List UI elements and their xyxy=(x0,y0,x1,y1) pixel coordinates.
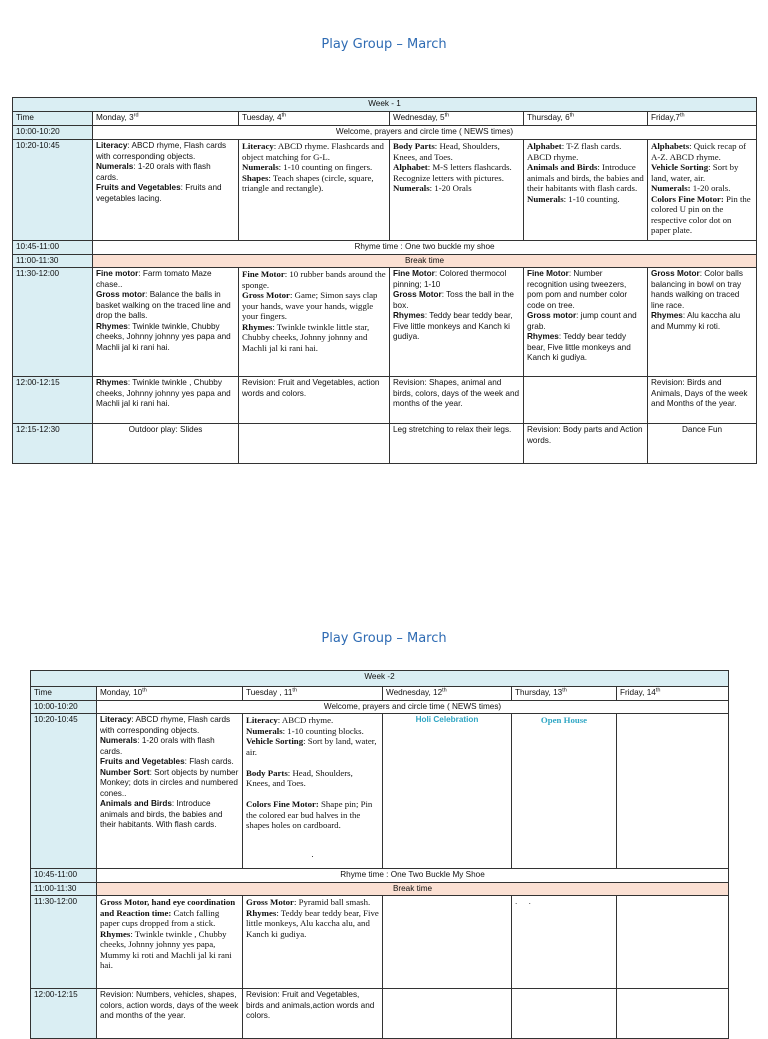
activity-detail: : Teach shapes (circle, square, triangle and rectangle). xyxy=(242,172,374,193)
activity-line xyxy=(246,768,379,789)
stray-dot: . xyxy=(311,848,314,859)
schedule-row xyxy=(13,254,757,268)
schedule-row xyxy=(13,268,757,377)
activity-detail: : ABCD rhyme, Flash cards with corresponding objects. xyxy=(96,141,227,161)
activity-line xyxy=(651,194,753,236)
activity-subject: Fruits and Vegetables xyxy=(96,183,181,192)
week-row xyxy=(13,98,757,112)
activity-detail: : Head, Shoulders, Knees, and Toes. xyxy=(393,141,500,162)
activity-subject: Literacy xyxy=(96,141,128,150)
activity-detail: : Quick recap of A-Z. ABCD rhyme. xyxy=(651,141,747,162)
time-slot: 12:15-12:30 xyxy=(13,424,93,464)
activity-cell xyxy=(243,896,383,989)
activity-line xyxy=(651,269,753,311)
activity-cell xyxy=(524,140,648,241)
activity-line xyxy=(527,162,644,194)
activity-subject: Gross Motor xyxy=(246,897,294,907)
activity-cell xyxy=(239,424,390,464)
activity-cell xyxy=(617,989,729,1039)
activity-detail: : Balance the balls in basket walking on the traced line and drop the balls. xyxy=(96,290,231,320)
activity-cell xyxy=(239,140,390,241)
activity-cell xyxy=(648,268,757,377)
activity-line xyxy=(246,897,379,908)
activity-detail: : Teddy bear teddy bear, Five little monkeys, Alu kaccha alu, and Kanch ki gudiya. xyxy=(246,907,379,939)
activity-cell xyxy=(239,268,390,377)
activity-line xyxy=(96,269,235,290)
activity-cell xyxy=(648,140,757,241)
activity-span: Break time xyxy=(93,254,757,268)
page-title: Play Group – March xyxy=(321,37,447,52)
day-header-monday: Monday, 10th xyxy=(97,687,243,701)
schedule-row xyxy=(31,714,729,869)
activity-subject: Numerals xyxy=(246,725,283,736)
activity-subject: Rhymes xyxy=(96,321,128,331)
activity-line xyxy=(651,141,753,162)
time-header: Time xyxy=(13,112,93,126)
activity-detail: : 1-20 orals with flash cards. xyxy=(100,736,215,756)
week-label: Week - 1 xyxy=(13,98,757,112)
activity-subject: Alphabet xyxy=(527,141,562,151)
schedule-row xyxy=(31,882,729,896)
activity-cell xyxy=(390,268,524,377)
activity-line xyxy=(246,726,379,737)
activity-cell xyxy=(93,140,239,241)
activity-line xyxy=(100,799,239,831)
time-slot: 10:00-10:20 xyxy=(13,126,93,140)
activity-cell xyxy=(617,714,729,869)
activity-subject: Rhymes xyxy=(96,378,128,387)
holi-celebration-label: Holi Celebration xyxy=(415,715,479,724)
activity-subject: Rhymes xyxy=(246,907,277,918)
activity-detail: : T-Z flash cards. ABCD rhyme. xyxy=(527,141,622,162)
activity-span: Welcome, prayers and circle time ( NEWS times) xyxy=(93,126,757,140)
activity-line xyxy=(96,322,235,354)
schedule-row xyxy=(13,424,757,464)
stray-dots: . . xyxy=(515,897,531,906)
activity-cell xyxy=(383,714,512,869)
schedule-row xyxy=(31,989,729,1039)
header-row xyxy=(31,687,729,701)
activity-cell xyxy=(93,268,239,377)
activity-cell: Revision: Fruit and Vegetables, birds and animals,action words and colors. xyxy=(243,989,383,1039)
day-header-tuesday: Tuesday, 4th xyxy=(239,112,390,126)
day-header-thursday: Thursday, 13th xyxy=(512,687,617,701)
activity-subject: Animals and Birds xyxy=(100,799,172,808)
activity-subject: Literacy xyxy=(242,141,274,151)
activity-subject: Body Parts xyxy=(246,767,288,778)
activity-detail: : Teddy bear teddy bear, Five little monkeys and Kanch ki gudiya. xyxy=(393,311,513,341)
schedule-row xyxy=(13,377,757,424)
activity-subject: Body Parts xyxy=(393,141,435,151)
activity-line xyxy=(100,897,239,929)
activity-line xyxy=(100,768,239,800)
activity-line xyxy=(393,269,520,290)
activity-subject: Numerals xyxy=(393,183,430,193)
activity-subject: Rhymes xyxy=(100,928,131,939)
activity-subject: Colors Fine Motor: xyxy=(246,799,319,809)
activity-cell: Outdoor play: Slides xyxy=(93,424,239,464)
activity-line xyxy=(393,290,520,311)
activity-subject: Fine Motor xyxy=(393,269,435,278)
activity-detail: : Pyramid ball smash. xyxy=(293,897,371,907)
activity-cell xyxy=(97,896,243,989)
activity-subject: Gross motor xyxy=(96,290,146,299)
activity-cell xyxy=(383,989,512,1039)
activity-detail: : ABCD rhyme. xyxy=(277,715,334,725)
activity-detail: : 1-10 counting. xyxy=(563,193,620,204)
activity-line xyxy=(651,183,753,194)
time-slot: 10:20-10:45 xyxy=(13,140,93,241)
activity-detail: : Twinkle twinkle , Chubby cheeks, Johnny johnny yes papa and Machli jal ki rani hai. xyxy=(96,378,231,408)
activity-detail: : Introduce animals and birds, the babies and their habitants. With flash cards. xyxy=(100,799,223,829)
activity-line xyxy=(246,715,379,726)
activity-subject: Shapes xyxy=(242,172,269,183)
activity-detail: : Twinkle twinkle little star, Chubby cheeks, Johnny johnny and Machli jal ki rani hai. xyxy=(242,321,370,353)
activity-line xyxy=(100,929,239,971)
activity-detail: : Twinkle twinkle , Chubby cheeks, Johnny johnny yes papa, Mummy ki roti and Machli jal ki rani hai. xyxy=(100,928,232,970)
activity-subject: Rhymes xyxy=(651,311,683,320)
activity-subject: Gross Motor xyxy=(242,290,290,300)
header-row xyxy=(13,112,757,126)
activity-detail: : Alu kaccha alu and Mummy ki roti. xyxy=(651,311,741,331)
activity-span: Rhyme time : One Two Buckle My Shoe xyxy=(97,869,729,883)
activity-subject: Gross motor xyxy=(527,311,577,320)
activity-line xyxy=(393,183,520,194)
activity-detail: : 1-20 orals with flash cards. xyxy=(96,162,211,182)
activity-line xyxy=(242,141,386,162)
activity-cell xyxy=(512,714,617,869)
activity-line xyxy=(651,311,753,332)
page-title: Play Group – March xyxy=(321,631,447,646)
activity-cell: Revision: Body parts and Action words. xyxy=(524,424,648,464)
activity-cell: Revision: Numbers, vehicles, shapes, colors, action words, days of the week and months of the year. xyxy=(97,989,243,1039)
activity-line xyxy=(393,162,520,183)
activity-line xyxy=(527,269,644,311)
activity-line xyxy=(527,141,644,162)
schedule-row xyxy=(13,126,757,140)
activity-line xyxy=(96,378,235,410)
activity-subject: Gross Motor xyxy=(651,269,700,278)
activity-cell xyxy=(512,989,617,1039)
activity-detail: : Color balls balancing in bowl on tray hands walking on traced line race. xyxy=(651,269,743,310)
activity-subject: Fine Motor xyxy=(527,269,569,278)
activity-detail: Catch falling paper cups dropped from a stick. xyxy=(100,907,220,928)
time-slot: 10:45-11:00 xyxy=(31,869,97,883)
activity-detail: : Twinkle twinkle, Chubby cheeks, Johnny johnny yes papa and Machli jal ki rani hai. xyxy=(96,321,231,352)
day-header-friday: Friday,7th xyxy=(648,112,757,126)
activity-detail: : Head, Shoulders, Knees, and Toes. xyxy=(246,767,353,788)
activity-subject: Literacy xyxy=(246,715,278,725)
schedule-table-week1 xyxy=(12,97,757,464)
activity-cell xyxy=(390,140,524,241)
activity-subject: Numerals xyxy=(527,193,564,204)
activity-line xyxy=(96,141,235,162)
activity-line xyxy=(242,290,386,322)
activity-subject: Alphabets xyxy=(651,141,690,151)
activity-cell xyxy=(617,896,729,989)
activity-line xyxy=(393,141,520,162)
activity-subject: Rhymes xyxy=(527,332,559,341)
activity-line xyxy=(651,162,753,183)
day-header-monday: Monday, 3rd xyxy=(93,112,239,126)
open-house-label: Open House xyxy=(540,715,588,725)
time-slot: 11:00-11:30 xyxy=(31,882,97,896)
activity-detail: : 10 rubber bands around the sponge. xyxy=(242,269,386,290)
time-slot: 11:00-11:30 xyxy=(13,254,93,268)
activity-subject: Rhymes xyxy=(393,311,425,320)
activity-cell xyxy=(524,377,648,424)
activity-detail: : ABCD rhyme. Flashcards and object matching for G-L. xyxy=(242,141,384,162)
time-slot: 10:45-11:00 xyxy=(13,241,93,255)
activity-detail: : 1-10 counting on fingers. xyxy=(278,162,373,172)
day-header-tuesday: Tuesday , 11th xyxy=(243,687,383,701)
activity-line xyxy=(527,332,644,364)
activity-span: Welcome, prayers and circle time ( NEWS times) xyxy=(97,700,729,714)
activity-line xyxy=(242,173,386,194)
activity-detail: : Number recognition using tweezers, pom pom and number color code on tree. xyxy=(527,269,628,310)
activity-detail: : Fruits and vegetables lacing. xyxy=(96,183,222,203)
activity-cell xyxy=(243,714,383,869)
day-header-friday: Friday, 14th xyxy=(617,687,729,701)
activity-cell: Revision: Birds and Animals, Days of the week and Months of the year. xyxy=(648,377,757,424)
activity-subject: Numerals xyxy=(100,736,138,745)
time-header: Time xyxy=(31,687,97,701)
activity-text xyxy=(246,715,379,831)
activity-detail: : Farm tomato Maze chase.. xyxy=(96,269,212,289)
time-slot: 10:00-10:20 xyxy=(31,700,97,714)
activity-detail: Shape pin; Pin the colored ear bud halves in the shapes holes on cardboard. xyxy=(246,799,373,830)
schedule-row xyxy=(31,869,729,883)
activity-detail: : Sort objects by number Monkey; dots in circles and numbered cones.. xyxy=(100,767,239,798)
activity-cell xyxy=(383,896,512,989)
activity-detail: : 1-20 Orals xyxy=(429,183,472,193)
week-label: Week -2 xyxy=(31,671,729,687)
activity-detail: : jump count and grab. xyxy=(527,311,637,331)
activity-cell xyxy=(97,714,243,869)
activity-cell xyxy=(93,377,239,424)
activity-line xyxy=(246,789,379,800)
activity-detail: : Flash cards. xyxy=(184,757,234,766)
activity-cell xyxy=(512,896,617,989)
activity-line xyxy=(100,736,239,757)
activity-span: Break time xyxy=(97,882,729,896)
activity-detail: 1-20 orals. xyxy=(690,183,731,193)
day-header-wednesday: Wednesday, 12th xyxy=(383,687,512,701)
time-slot: 11:30-12:00 xyxy=(31,896,97,989)
time-slot: 10:20-10:45 xyxy=(31,714,97,869)
schedule-row xyxy=(31,896,729,989)
activity-line xyxy=(246,908,379,940)
activity-cell xyxy=(524,268,648,377)
activity-line xyxy=(527,194,644,205)
activity-line xyxy=(100,757,239,768)
activity-line xyxy=(100,715,239,736)
activity-subject: Fruits and Vegetables xyxy=(100,757,185,766)
schedule-row xyxy=(13,140,757,241)
activity-line xyxy=(246,736,379,757)
schedule-table-week2 xyxy=(30,670,729,1039)
activity-detail: : 1-10 counting blocks. xyxy=(282,725,364,736)
activity-line xyxy=(246,799,379,831)
activity-detail: : Introduce animals and birds, the babies and their habitants with flash cards. xyxy=(527,162,644,193)
time-slot: 12:00-12:15 xyxy=(13,377,93,424)
day-header-thursday: Thursday, 6th xyxy=(524,112,648,126)
activity-cell: Dance Fun xyxy=(648,424,757,464)
activity-detail: : Toss the ball in the box. xyxy=(393,290,514,310)
activity-detail: : Colored thermocol pinning; 1-10 xyxy=(393,269,507,289)
schedule-row xyxy=(13,241,757,255)
activity-subject: Vehicle Sorting xyxy=(246,736,304,746)
schedule-row xyxy=(31,700,729,714)
activity-span: Rhyme time : One two buckle my shoe xyxy=(93,241,757,255)
week-row xyxy=(31,671,729,687)
activity-subject: Alphabet xyxy=(393,162,428,172)
activity-subject: Numerals: xyxy=(651,183,691,193)
activity-subject: Rhymes xyxy=(242,321,273,332)
activity-line xyxy=(96,290,235,322)
activity-detail: : Teddy bear teddy bear, Five little monkeys and Kanch ki gudiya. xyxy=(527,332,631,362)
activity-subject: Numerals xyxy=(96,162,134,171)
activity-detail: : Sort by land, water, air. xyxy=(651,162,739,183)
day-header-wednesday: Wednesday, 5th xyxy=(390,112,524,126)
activity-subject: Numerals xyxy=(242,162,279,172)
activity-line xyxy=(96,183,235,204)
time-slot: 12:00-12:15 xyxy=(31,989,97,1039)
activity-subject: Number Sort xyxy=(100,767,150,777)
activity-cell: Revision: Fruit and Vegetables, action words and colors. xyxy=(239,377,390,424)
activity-line xyxy=(242,322,386,354)
activity-line xyxy=(96,162,235,183)
activity-detail: : Game; Simon says clap your hands, wave your hands, wiggle your fingers. xyxy=(242,290,378,321)
activity-line xyxy=(242,162,386,173)
activity-subject: Fine Motor xyxy=(242,269,285,279)
activity-subject: Gross Motor, hand eye coordination and Reaction time: xyxy=(100,897,236,918)
activity-subject: Vehicle Sorting xyxy=(651,162,709,172)
activity-detail: : ABCD rhyme, Flash cards with corresponding objects. xyxy=(100,715,231,735)
activity-line xyxy=(393,311,520,343)
activity-detail: : Sort by land, water, air. xyxy=(246,736,377,757)
activity-subject: Colors Fine Motor: xyxy=(651,193,724,204)
activity-detail: Pin the colored U pin on the respective color dot on paper plate. xyxy=(651,193,751,235)
activity-detail: : M-S letters flashcards. Recognize letters with pictures. xyxy=(393,162,512,183)
activity-cell: Leg stretching to relax their legs. xyxy=(390,424,524,464)
activity-subject: Fine motor xyxy=(96,269,139,278)
activity-subject: Animals and Birds xyxy=(527,162,598,172)
activity-subject: Literacy xyxy=(100,715,132,724)
activity-cell: Revision: Shapes, animal and birds, colors, days of the week and months of the year. xyxy=(390,377,524,424)
activity-line xyxy=(242,269,386,290)
time-slot: 11:30-12:00 xyxy=(13,268,93,377)
activity-subject: Gross Motor xyxy=(393,290,442,299)
activity-line xyxy=(246,757,379,768)
activity-line xyxy=(527,311,644,332)
